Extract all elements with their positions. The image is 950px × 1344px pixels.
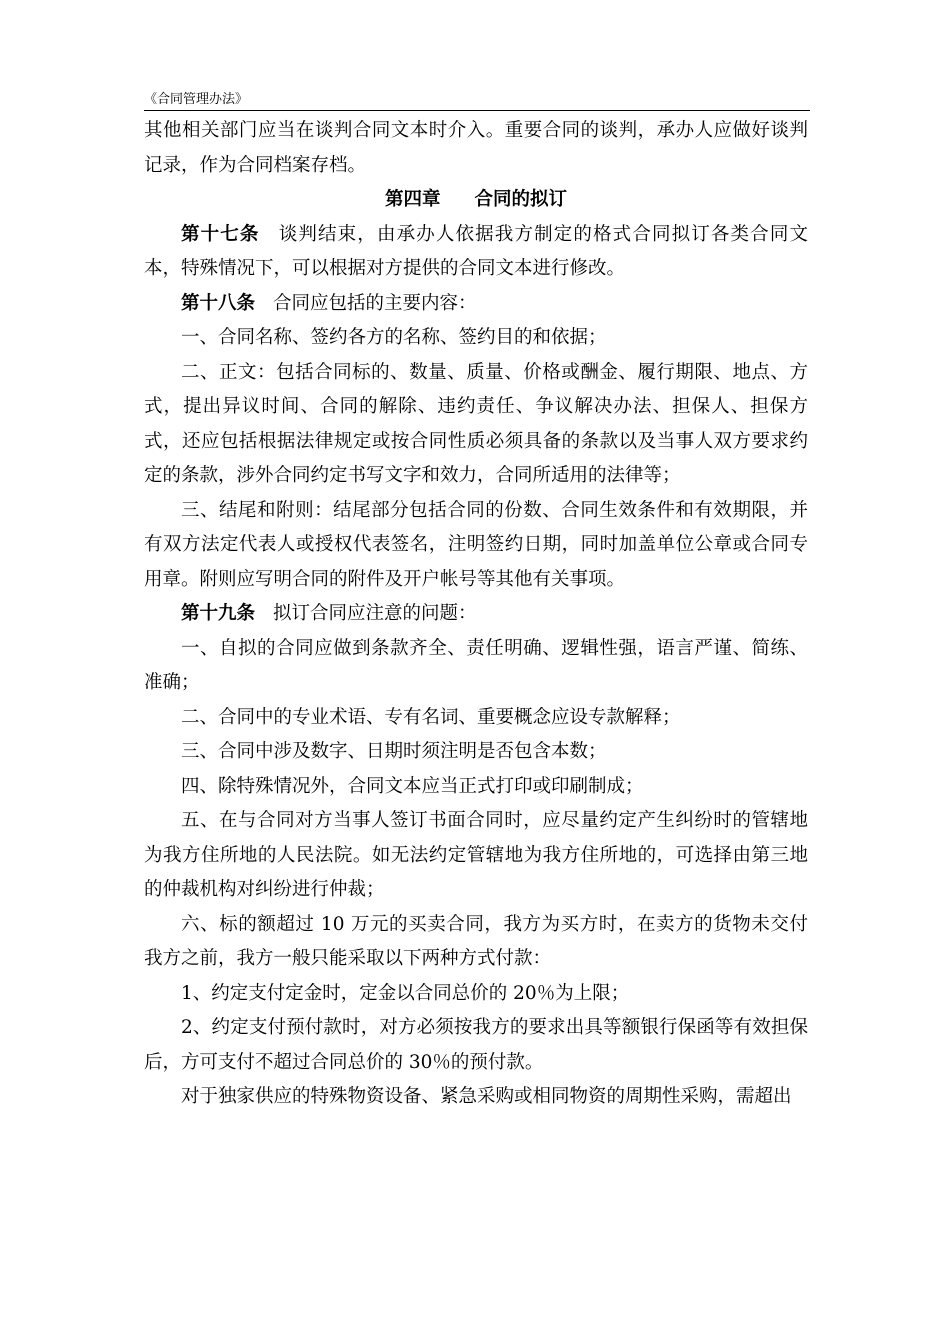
article-18	[144, 287, 808, 322]
article-17-label: 第十七条	[181, 223, 260, 245]
chapter-heading	[144, 183, 808, 218]
article-19-item: 2、约定支付预付款时，对方必须按我方的要求出具等额银行保函等有效担保后，方可支付不超过合同总价的 30％的预付款。	[144, 1017, 808, 1073]
article-19-item: 对于独家供应的特殊物资设备、紧急采购或相同物资的周期性采购，需超出	[181, 1086, 792, 1107]
article-19-item: 五、在与合同对方当事人签订书面合同时，应尽量约定产生纠纷时的管辖地为我方住所地的人民法院。如无法约定管辖地为我方住所地的，可选择由第三地的仲裁机构对纠纷进行仲裁；	[144, 810, 808, 900]
page-header	[144, 92, 810, 111]
article-18-text: 合同应包括的主要内容：	[273, 292, 477, 314]
chapter-title: 合同的拟订	[474, 189, 568, 210]
article-19-item: 四、除特殊情况外，合同文本应当正式打印或印刷制成；	[181, 775, 644, 797]
article-19-item: 三、合同中涉及数字、日期时须注明是否包含本数；	[181, 741, 607, 762]
document-body	[144, 114, 808, 1115]
article-19-label: 第十九条	[181, 603, 256, 624]
article-19-item: 1、约定支付定金时，定金以合同总价的 20％为上限；	[181, 982, 630, 1004]
article-18-item: 二、正文：包括合同标的、数量、质量、价格或酬金、履行期限、地点、方式，提出异议时间、合同的解除、违约责任、争议解决办法、担保人、担保方式，还应包括根据法律规定或按合同性质必须具备的条款以及当事人双方要求约定的条款，涉外合同约定书写文字和效力，合同所适用的法律等；	[144, 361, 808, 486]
article-18-item: 一、合同名称、签约各方的名称、签约目的和依据；	[181, 327, 607, 348]
article-19	[144, 597, 808, 632]
header-title: 《合同管理办法》	[144, 92, 249, 107]
article-17-text: 谈判结束，由承办人依据我方制定的格式合同拟订各类合同文本，特殊情况下，可以根据对方提供的合同文本进行修改。	[144, 223, 808, 279]
continuation-paragraph: 其他相关部门应当在谈判合同文本时介入。重要合同的谈判，承办人应做好谈判记录，作为合同档案存档。	[144, 120, 808, 176]
article-19-text: 拟订合同应注意的问题：	[273, 603, 477, 624]
article-19-item: 六、标的额超过 10 万元的买卖合同，我方为买方时，在卖方的货物未交付我方之前，我方一般只能采取以下两种方式付款：	[144, 913, 808, 969]
article-18-label: 第十八条	[181, 292, 256, 314]
article-17	[144, 218, 808, 287]
article-19-item: 一、自拟的合同应做到条款齐全、责任明确、逻辑性强，语言严谨、简练、准确；	[144, 637, 808, 693]
article-19-item: 二、合同中的专业术语、专有名词、重要概念应设专款解释；	[181, 706, 681, 728]
chapter-number: 第四章	[384, 189, 441, 210]
article-18-item: 三、结尾和附则：结尾部分包括合同的份数、合同生效条件和有效期限，并有双方法定代表人或授权代表签名，注明签约日期，同时加盖单位公章或合同专用章。附则应写明合同的附件及开户帐号等其他有关事项。	[144, 499, 808, 590]
